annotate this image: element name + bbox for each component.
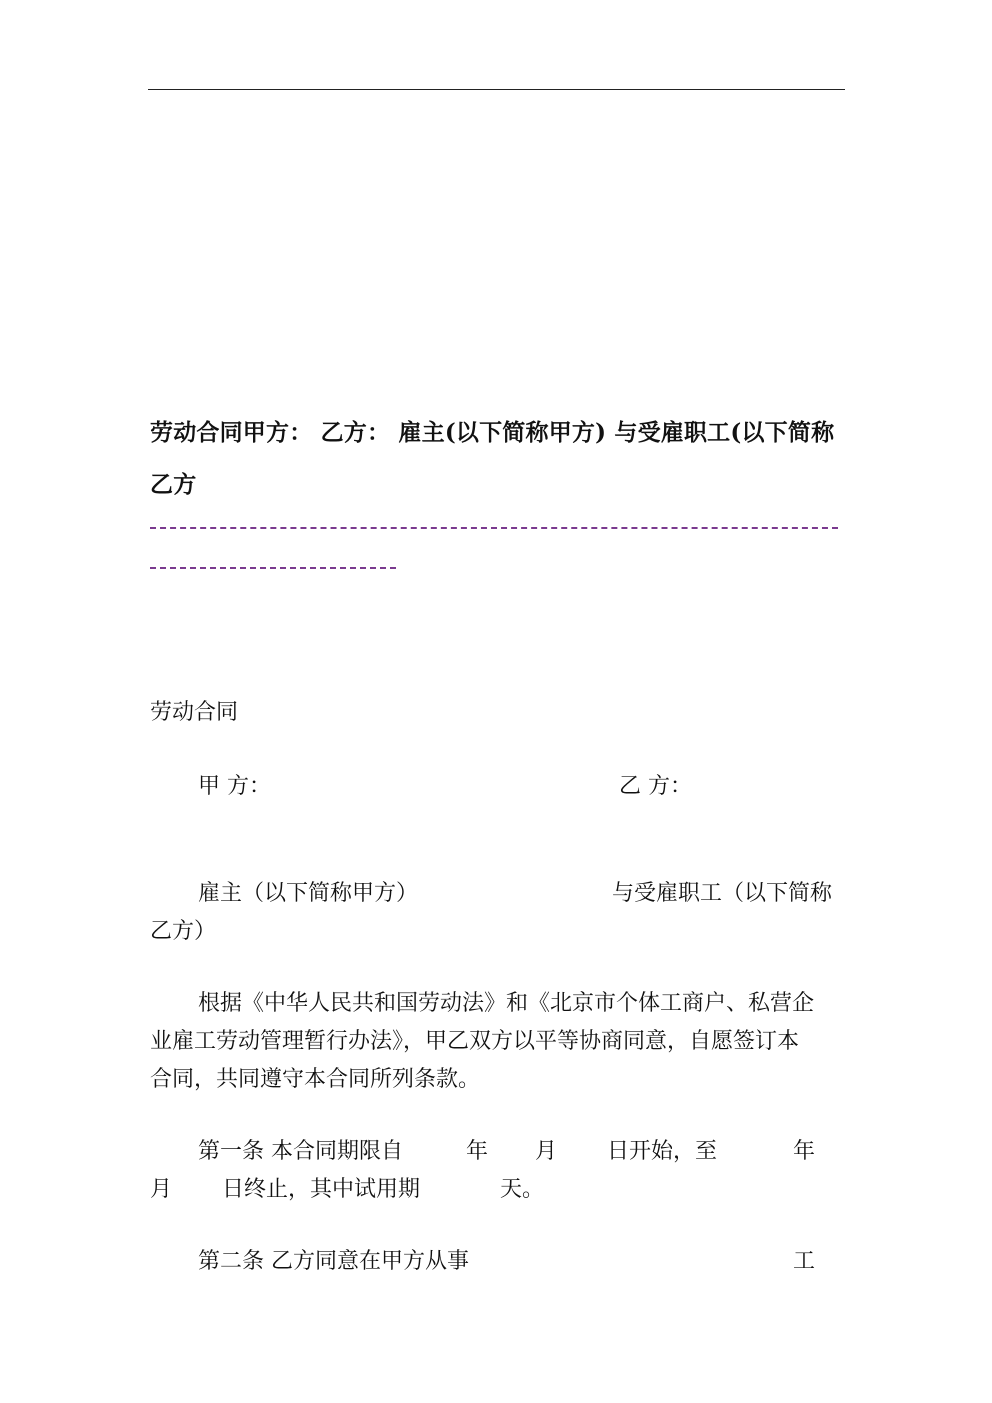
article-1-start: 第一条 本合同期限自 (198, 1139, 403, 1164)
article-1-probation-days: 天。 (500, 1177, 545, 1202)
dashed-separator-2 (150, 567, 396, 569)
employee-text-continued: 乙方） (150, 919, 217, 944)
document-title-line-2: 乙方 (150, 471, 197, 498)
contract-heading: 劳动合同 (150, 700, 239, 725)
article-1-month-end: 月 (150, 1177, 173, 1202)
party-b-label: 乙 方： (619, 774, 692, 799)
employer-text: 雇主（以下简称甲方） (198, 881, 419, 906)
intro-line-1: 根据《中华人民共和国劳动法》和《北京市个体工商户、私营企 (198, 991, 815, 1016)
intro-line-2: 业雇工劳动管理暂行办法》，甲乙双方以平等协商同意，自愿签订本 (150, 1029, 800, 1054)
party-a-label: 甲 方： (198, 774, 271, 799)
article-1-year-end: 年 (793, 1139, 816, 1164)
article-2-end: 工 (793, 1249, 816, 1274)
header-rule (148, 89, 845, 90)
document-title-line-1: 劳动合同甲方： 乙方： 雇主(以下简称甲方) 与受雇职工(以下简称 (150, 419, 835, 446)
article-1-year-start: 年 (466, 1139, 489, 1164)
article-1-month-start: 月 (535, 1139, 558, 1164)
intro-line-3: 合同，共同遵守本合同所列条款。 (150, 1067, 481, 1092)
employee-text: 与受雇职工（以下简称 (612, 881, 833, 906)
article-1-day-start: 日开始，至 (607, 1139, 718, 1164)
article-2-start: 第二条 乙方同意在甲方从事 (198, 1249, 469, 1274)
article-1-day-end: 日终止，其中试用期 (222, 1177, 421, 1202)
dashed-separator-1 (150, 527, 838, 529)
